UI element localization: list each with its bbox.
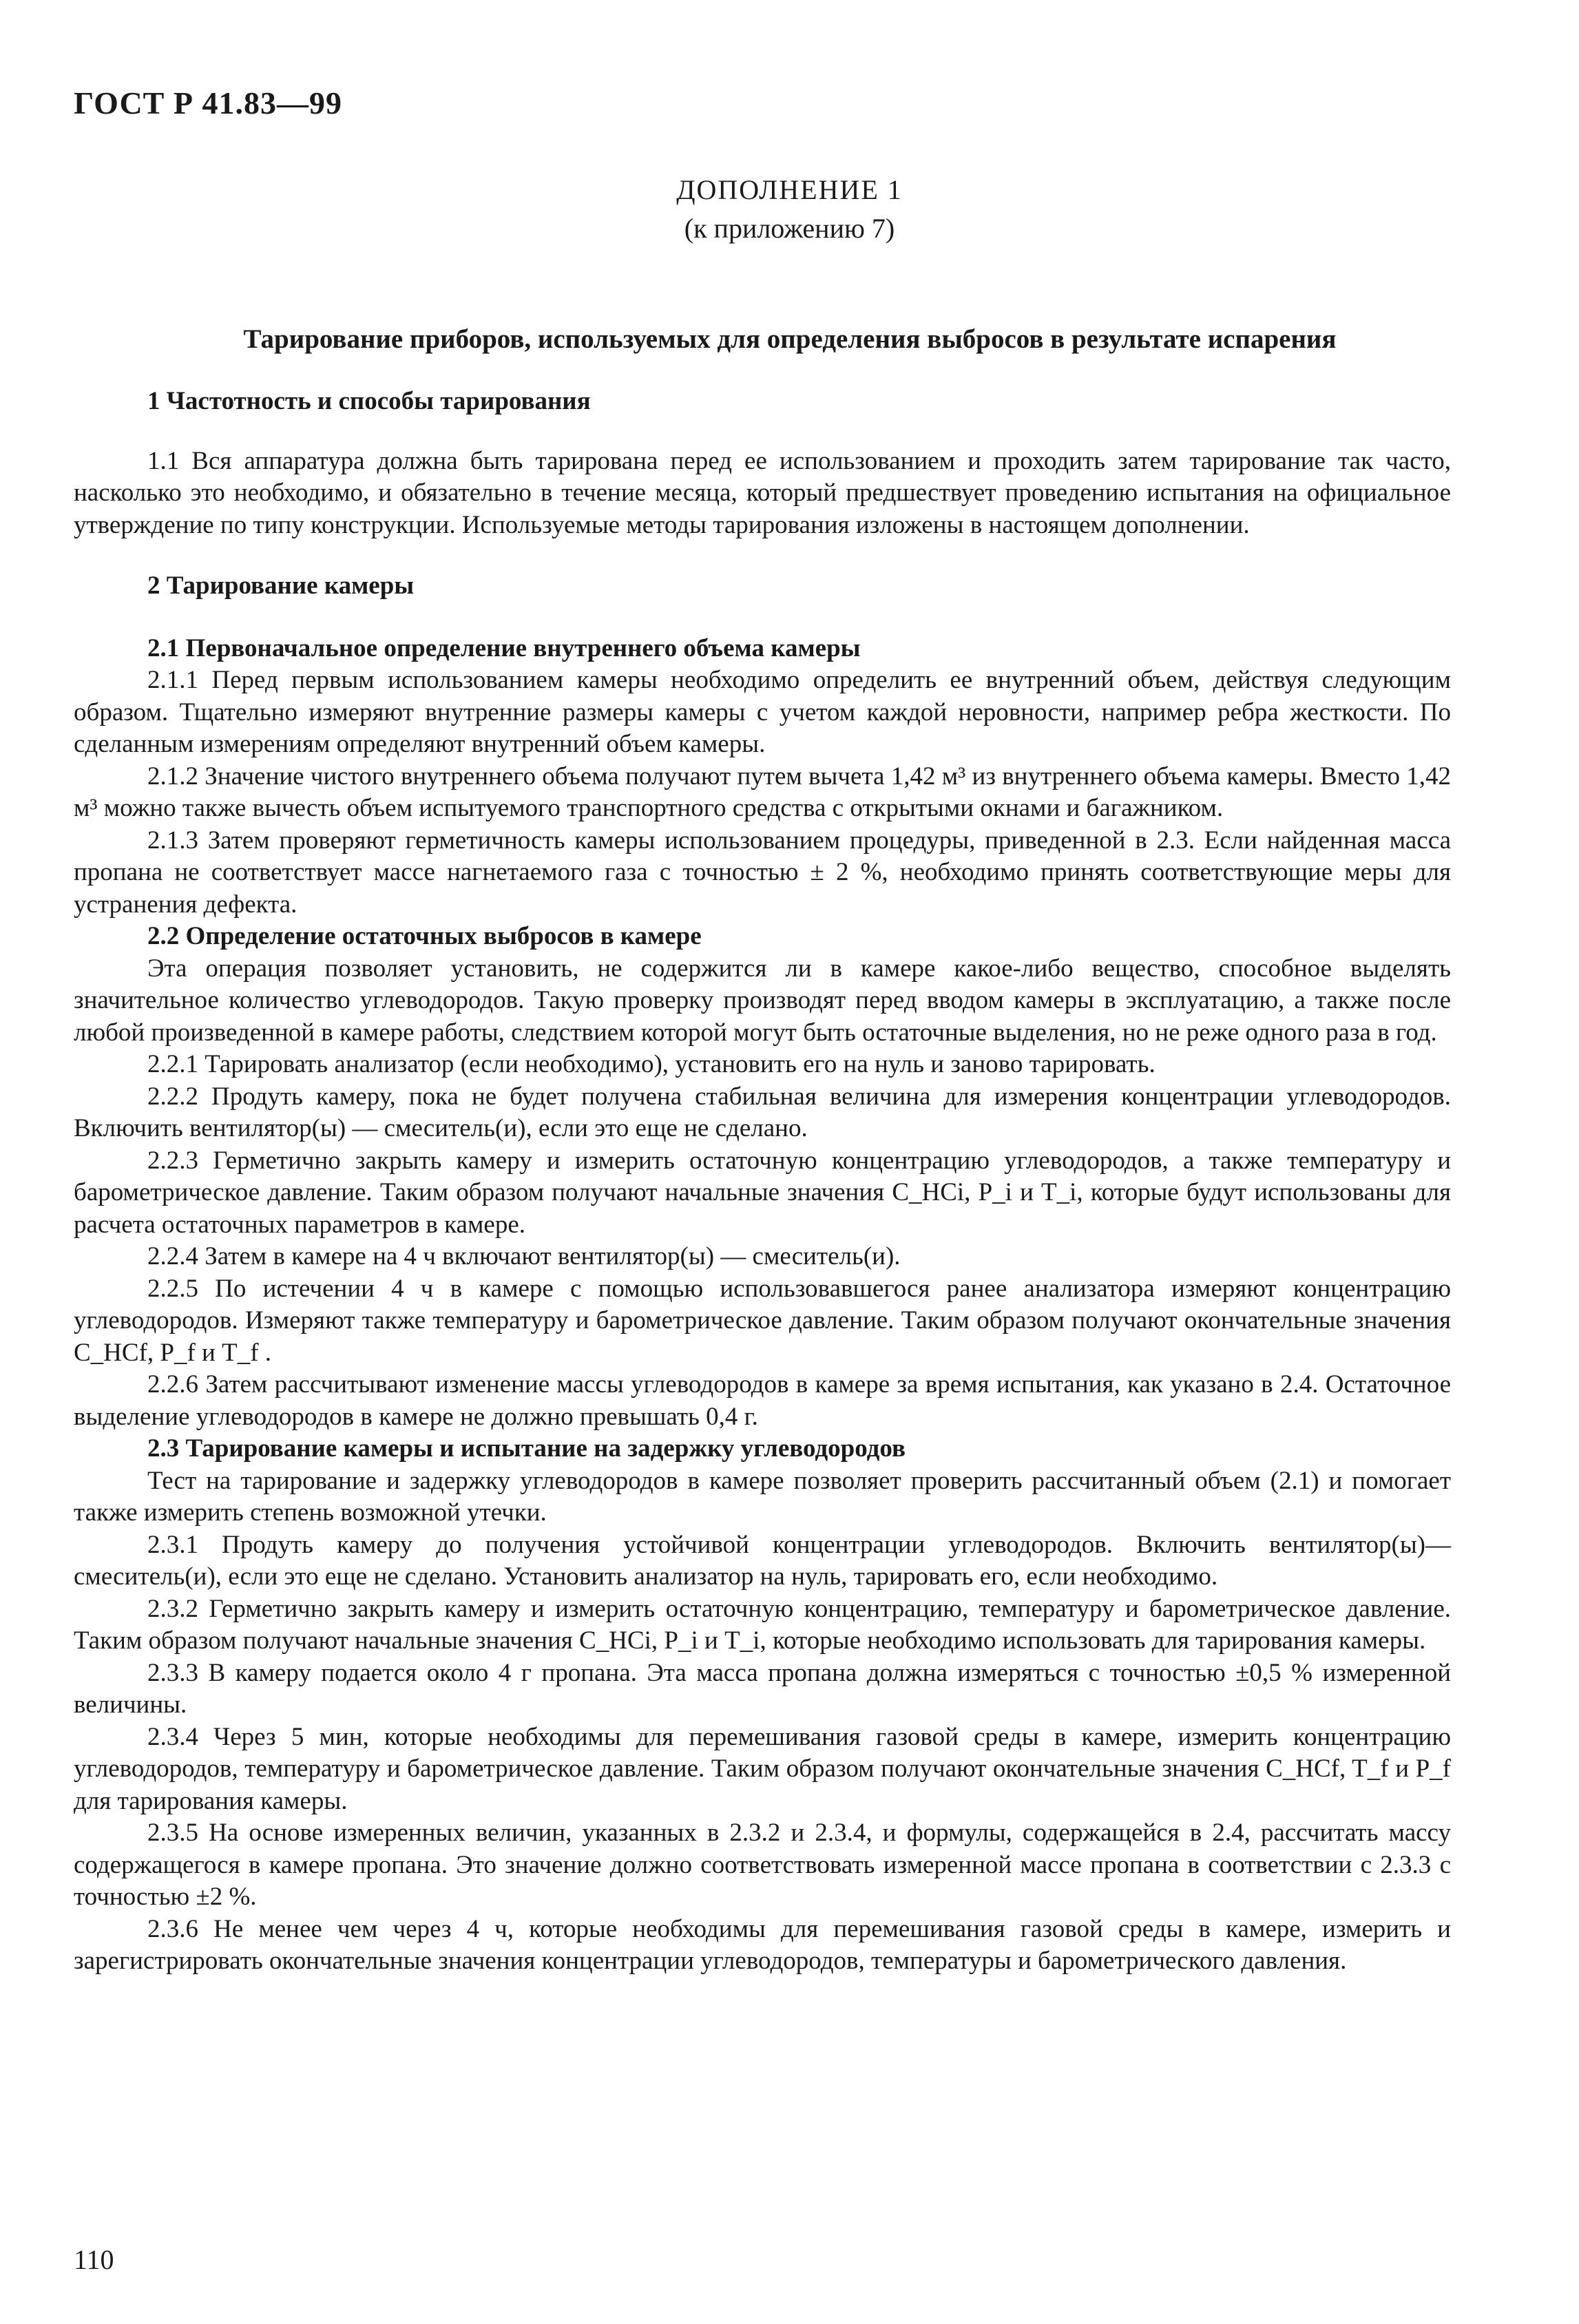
subsection-2-2-heading: 2.2 Определение остаточных выбросов в камере [147,922,702,950]
paragraph-2-2-1: 2.2.1 Тарировать анализатор (если необходимо), установить его на нуль и заново тарировать. [147,1050,1156,1078]
page-number: 110 [74,2244,114,2275]
section-2-heading: 2 Тарирование камеры [147,572,415,600]
subsection-2-1-heading: 2.1 Первоначальное определение внутреннего объема камеры [147,634,861,662]
paragraph-2-2-3: 2.2.3 Герметично закрыть камеру и измерить остаточную концентрацию углеводородов, а также температуру и барометрическое давление. Таким образом получают начальные значения C_HCi, P_i и T_i, которые будут использованы для расчета остаточных параметров в камере. [74,1146,1451,1239]
standard-code: ГОСТ Р 41.83—99 [74,85,342,121]
paragraph-2-3-3: 2.3.3 В камеру подается около 4 г пропана. Эта масса пропана должна измеряться с точностью ±0,5 % измеренной величины. [74,1658,1451,1719]
paragraph-2-3-intro: Тест на тарирование и задержку углеводородов в камере позволяет проверить рассчитанный объем (2.1) и помогает также измерить степень возможной утечки. [74,1466,1451,1527]
addendum-title: ДОПОЛНЕНИЕ 1 [676,174,903,205]
addendum-subtitle: (к приложению 7) [684,213,895,244]
paragraph-1-1: 1.1 Вся аппаратура должна быть тарирована перед ее использованием и проходить затем тарирование так часто, насколько это необходимо, и обязательно в течение месяца, который предшествует проведению испытания на официальное утверждение по типу конструкции. Используемые методы тарирования изложены в настоящем дополнении. [74,446,1451,539]
section-1-heading: 1 Частотность и способы тарирования [147,387,591,415]
paragraph-2-2-5: 2.2.5 По истечении 4 ч в камере с помощью использовавшегося ранее анализатора измеряют концентрацию углеводородов. Измеряют также температуру и барометрическое давление. Таким образом получают окончательные значения C_HCf, P_f и T_f . [74,1274,1451,1367]
paragraph-2-3-2: 2.3.2 Герметично закрыть камеру и измерить остаточную концентрацию, температуру и барометрическое давление. Таким образом получают начальные значения C_HCi, P_i и T_i, которые необходимо использовать для тарирования камеры. [74,1594,1451,1655]
paragraph-2-1-1: 2.1.1 Перед первым использованием камеры необходимо определить ее внутренний объем, действуя следующим образом. Тщательно измеряют внутренние размеры камеры с учетом каждой неровности, например ребра жесткости. По сделанным измерениям определяют внутренний объем камеры. [74,666,1451,758]
paragraph-2-3-5: 2.3.5 На основе измеренных величин, указанных в 2.3.2 и 2.3.4, и формулы, содержащейся в 2.4, рассчитать массу содержащегося в камере пропана. Это значение должно соответствовать измеренной массе пропана в соответствии с 2.3.3 с точностью ±2 %. [74,1819,1451,1911]
paragraph-2-3-6: 2.3.6 Не менее чем через 4 ч, которые необходимы для перемешивания газовой среды в камере, измерить и зарегистрировать окончательные значения концентрации углеводородов, температуры и барометрического давления. [74,1914,1451,1975]
paragraph-2-3-4: 2.3.4 Через 5 мин, которые необходимы для перемешивания газовой среды в камере, измерить концентрацию углеводородов, температуру и барометрическое давление. Таким образом получают окончательные значения C_HCf, T_f и P_f для тарирования камеры. [74,1722,1451,1815]
paragraph-2-1-2: 2.1.2 Значение чистого внутреннего объема получают путем вычета 1,42 м³ из внутреннего объема камеры. Вместо 1,42 м³ можно также вычесть объем испытуемого транспортного средства с открытыми окнами и багажником. [74,762,1451,822]
subsection-2-3-heading: 2.3 Тарирование камеры и испытание на задержку углеводородов [147,1434,906,1463]
paragraph-2-2-4: 2.2.4 Затем в камере на 4 ч включают вентилятор(ы) — смеситель(и). [147,1242,901,1270]
paragraph-2-3-1: 2.3.1 Продуть камеру до получения устойчивой концентрации углеводородов. Включить вентилятор(ы)— смеситель(и), если это еще не сделано. Установить анализатор на нуль, тарировать его, если необходимо. [74,1530,1451,1591]
paragraph-2-2-2: 2.2.2 Продуть камеру, пока не будет получена стабильная величина для измерения концентрации углеводородов. Включить вентилятор(ы) — смеситель(и), если это еще не сделано. [74,1082,1451,1142]
paragraph-2-2-6: 2.2.6 Затем рассчитывают изменение массы углеводородов в камере за время испытания, как указано в 2.4. Остаточное выделение углеводородов в камере не должно превышать 0,4 г. [74,1370,1451,1431]
addendum-heading [0,171,1579,248]
document-body [74,386,1451,1978]
paragraph-2-2-intro: Эта операция позволяет установить, не содержится ли в камере какое-либо вещество, способное выделять значительное количество углеводородов. Такую проверку производят перед вводом камеры в эксплуатацию, а также после любой произведенной в камере работы, следствием которой могут быть остаточные выделения, но не реже одного раза в год. [74,954,1451,1047]
document-title: Тарирование приборов, используемых для определения выбросов в результате испарения [243,324,1337,354]
paragraph-2-1-3: 2.1.3 Затем проверяют герметичность камеры использованием процедуры, приведенной в 2.3. Если найденная масса пропана не соответствует массе нагнетаемого газа с точностью ± 2 %, необходимо принять соответствующие меры для устранения дефекта. [74,826,1451,919]
